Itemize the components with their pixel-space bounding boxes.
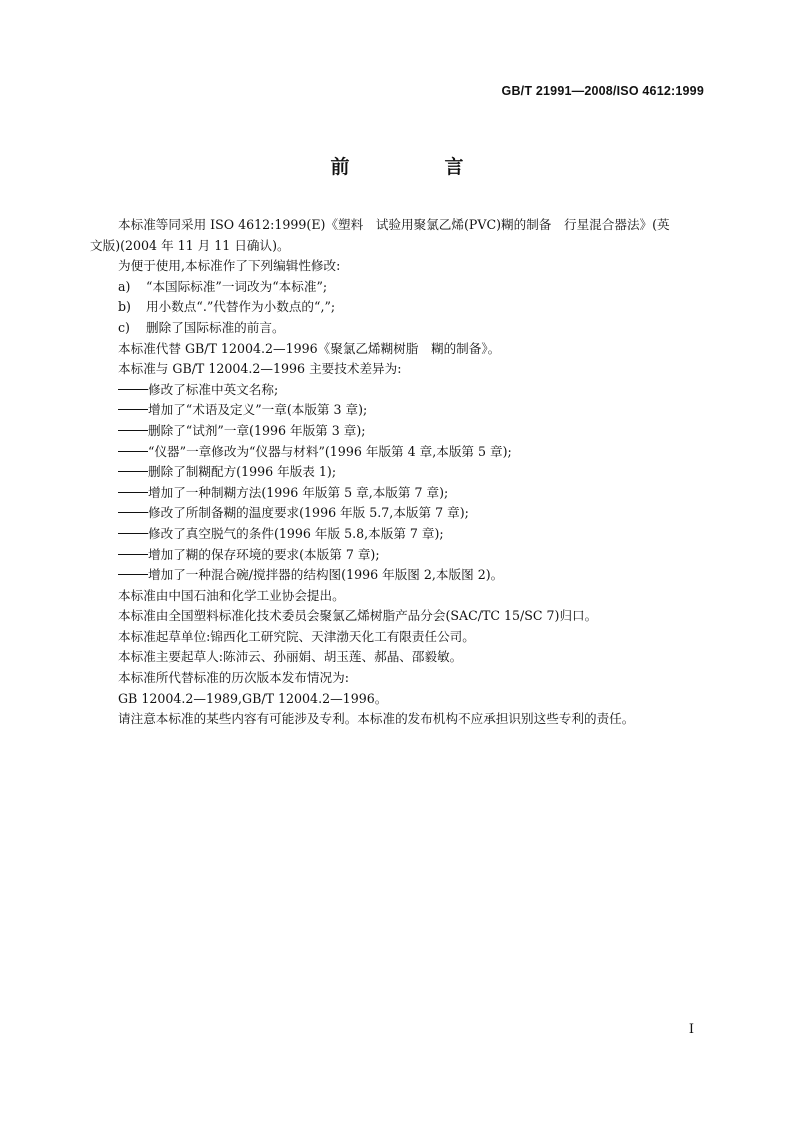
- difference-item: [118, 380, 708, 401]
- dash-mark: [118, 451, 148, 452]
- difference-text: 增加了一种混合碗/搅拌器的结构图(1996 年版图 2,本版图 2)。: [148, 567, 504, 583]
- paragraph-history-intro: 本标准所代替标准的历次版本发布情况为:: [118, 670, 349, 686]
- list-marker: a): [118, 278, 131, 294]
- list-text: 删除了国际标准的前言。: [146, 319, 285, 335]
- dash-mark: [118, 512, 148, 513]
- difference-item: [118, 421, 708, 442]
- difference-text: 增加了一种制糊方法(1996 年版第 5 章,本版第 7 章);: [148, 484, 449, 500]
- difference-item: [118, 400, 708, 421]
- paragraph-proposed-by: 本标准由中国石油和化学工业协会提出。: [118, 587, 345, 603]
- dash-mark: [118, 409, 148, 410]
- paragraph-drafters: 本标准主要起草人:陈沛云、孙丽娟、胡玉莲、郝晶、邵毅敏。: [118, 649, 463, 665]
- difference-text: 增加了糊的保存环境的要求(本版第 7 章);: [148, 546, 380, 562]
- dash-mark: [118, 430, 148, 431]
- list-marker: c): [118, 319, 130, 335]
- page-title: 前 言: [330, 156, 502, 178]
- dash-mark: [118, 389, 148, 390]
- difference-text: 删除了制糊配方(1996 年版表 1);: [148, 464, 337, 480]
- difference-text: 修改了所制备糊的温度要求(1996 年版 5.7,本版第 7 章);: [148, 505, 469, 521]
- list-item: [118, 277, 708, 298]
- list-text: 用小数点“.”代替作为小数点的“,”;: [146, 299, 336, 315]
- page-number: I: [688, 1022, 694, 1037]
- difference-text: “仪器”一章修改为“仪器与材料”(1996 年版第 4 章,本版第 5 章);: [148, 443, 512, 459]
- difference-text: 删除了“试剂”一章(1996 年版第 3 章);: [148, 422, 366, 438]
- paragraph-adoption-continued: 文版)(2004 年 11 月 11 日确认)。: [90, 237, 290, 253]
- difference-text: 修改了真空脱气的条件(1996 年版 5.8,本版第 7 章);: [148, 525, 444, 541]
- dash-mark: [118, 492, 148, 493]
- list-text: “本国际标准”一词改为“本标准”;: [146, 278, 328, 294]
- difference-item: [118, 565, 708, 586]
- list-marker: b): [118, 299, 131, 315]
- list-item: [118, 297, 708, 318]
- paragraph-drafting-units: 本标准起草单位:锦西化工研究院、天津渤天化工有限责任公司。: [118, 628, 475, 644]
- dash-mark: [118, 574, 148, 575]
- difference-text: 增加了“术语及定义”一章(本版第 3 章);: [148, 402, 368, 418]
- difference-text: 修改了标准中英文名称;: [148, 381, 279, 397]
- difference-item: [118, 462, 708, 483]
- paragraph-replaces: 本标准代替 GB/T 12004.2—1996《聚氯乙烯糊树脂 糊的制备》。: [118, 340, 501, 356]
- difference-item: [118, 442, 708, 463]
- difference-item: [118, 503, 708, 524]
- paragraph-editorial-intro: 为便于使用,本标准作了下列编辑性修改:: [118, 258, 341, 274]
- document-body: [90, 215, 708, 730]
- dash-mark: [118, 533, 148, 534]
- paragraph-history-versions: GB 12004.2—1989,GB/T 12004.2—1996。: [118, 690, 388, 706]
- paragraph-differences-intro: 本标准与 GB/T 12004.2—1996 主要技术差异为:: [118, 361, 402, 377]
- paragraph-patent-notice: 请注意本标准的某些内容有可能涉及专利。本标准的发布机构不应承担识别这些专利的责任。: [118, 711, 635, 727]
- paragraph-under-jurisdiction: 本标准由全国塑料标准化技术委员会聚氯乙烯树脂产品分会(SAC/TC 15/SC 7)归口。: [118, 608, 598, 624]
- difference-item: [118, 545, 708, 566]
- list-item: [118, 318, 708, 339]
- standard-code: GB/T 21991—2008/ISO 4612:1999: [501, 84, 704, 98]
- dash-mark: [118, 554, 148, 555]
- paragraph-adoption: 本标准等同采用 ISO 4612:1999(E)《塑料 试验用聚氯乙烯(PVC)糊的制备 行星混合器法》(英: [118, 217, 670, 232]
- difference-item: [118, 483, 708, 504]
- difference-item: [118, 524, 708, 545]
- dash-mark: [118, 471, 148, 472]
